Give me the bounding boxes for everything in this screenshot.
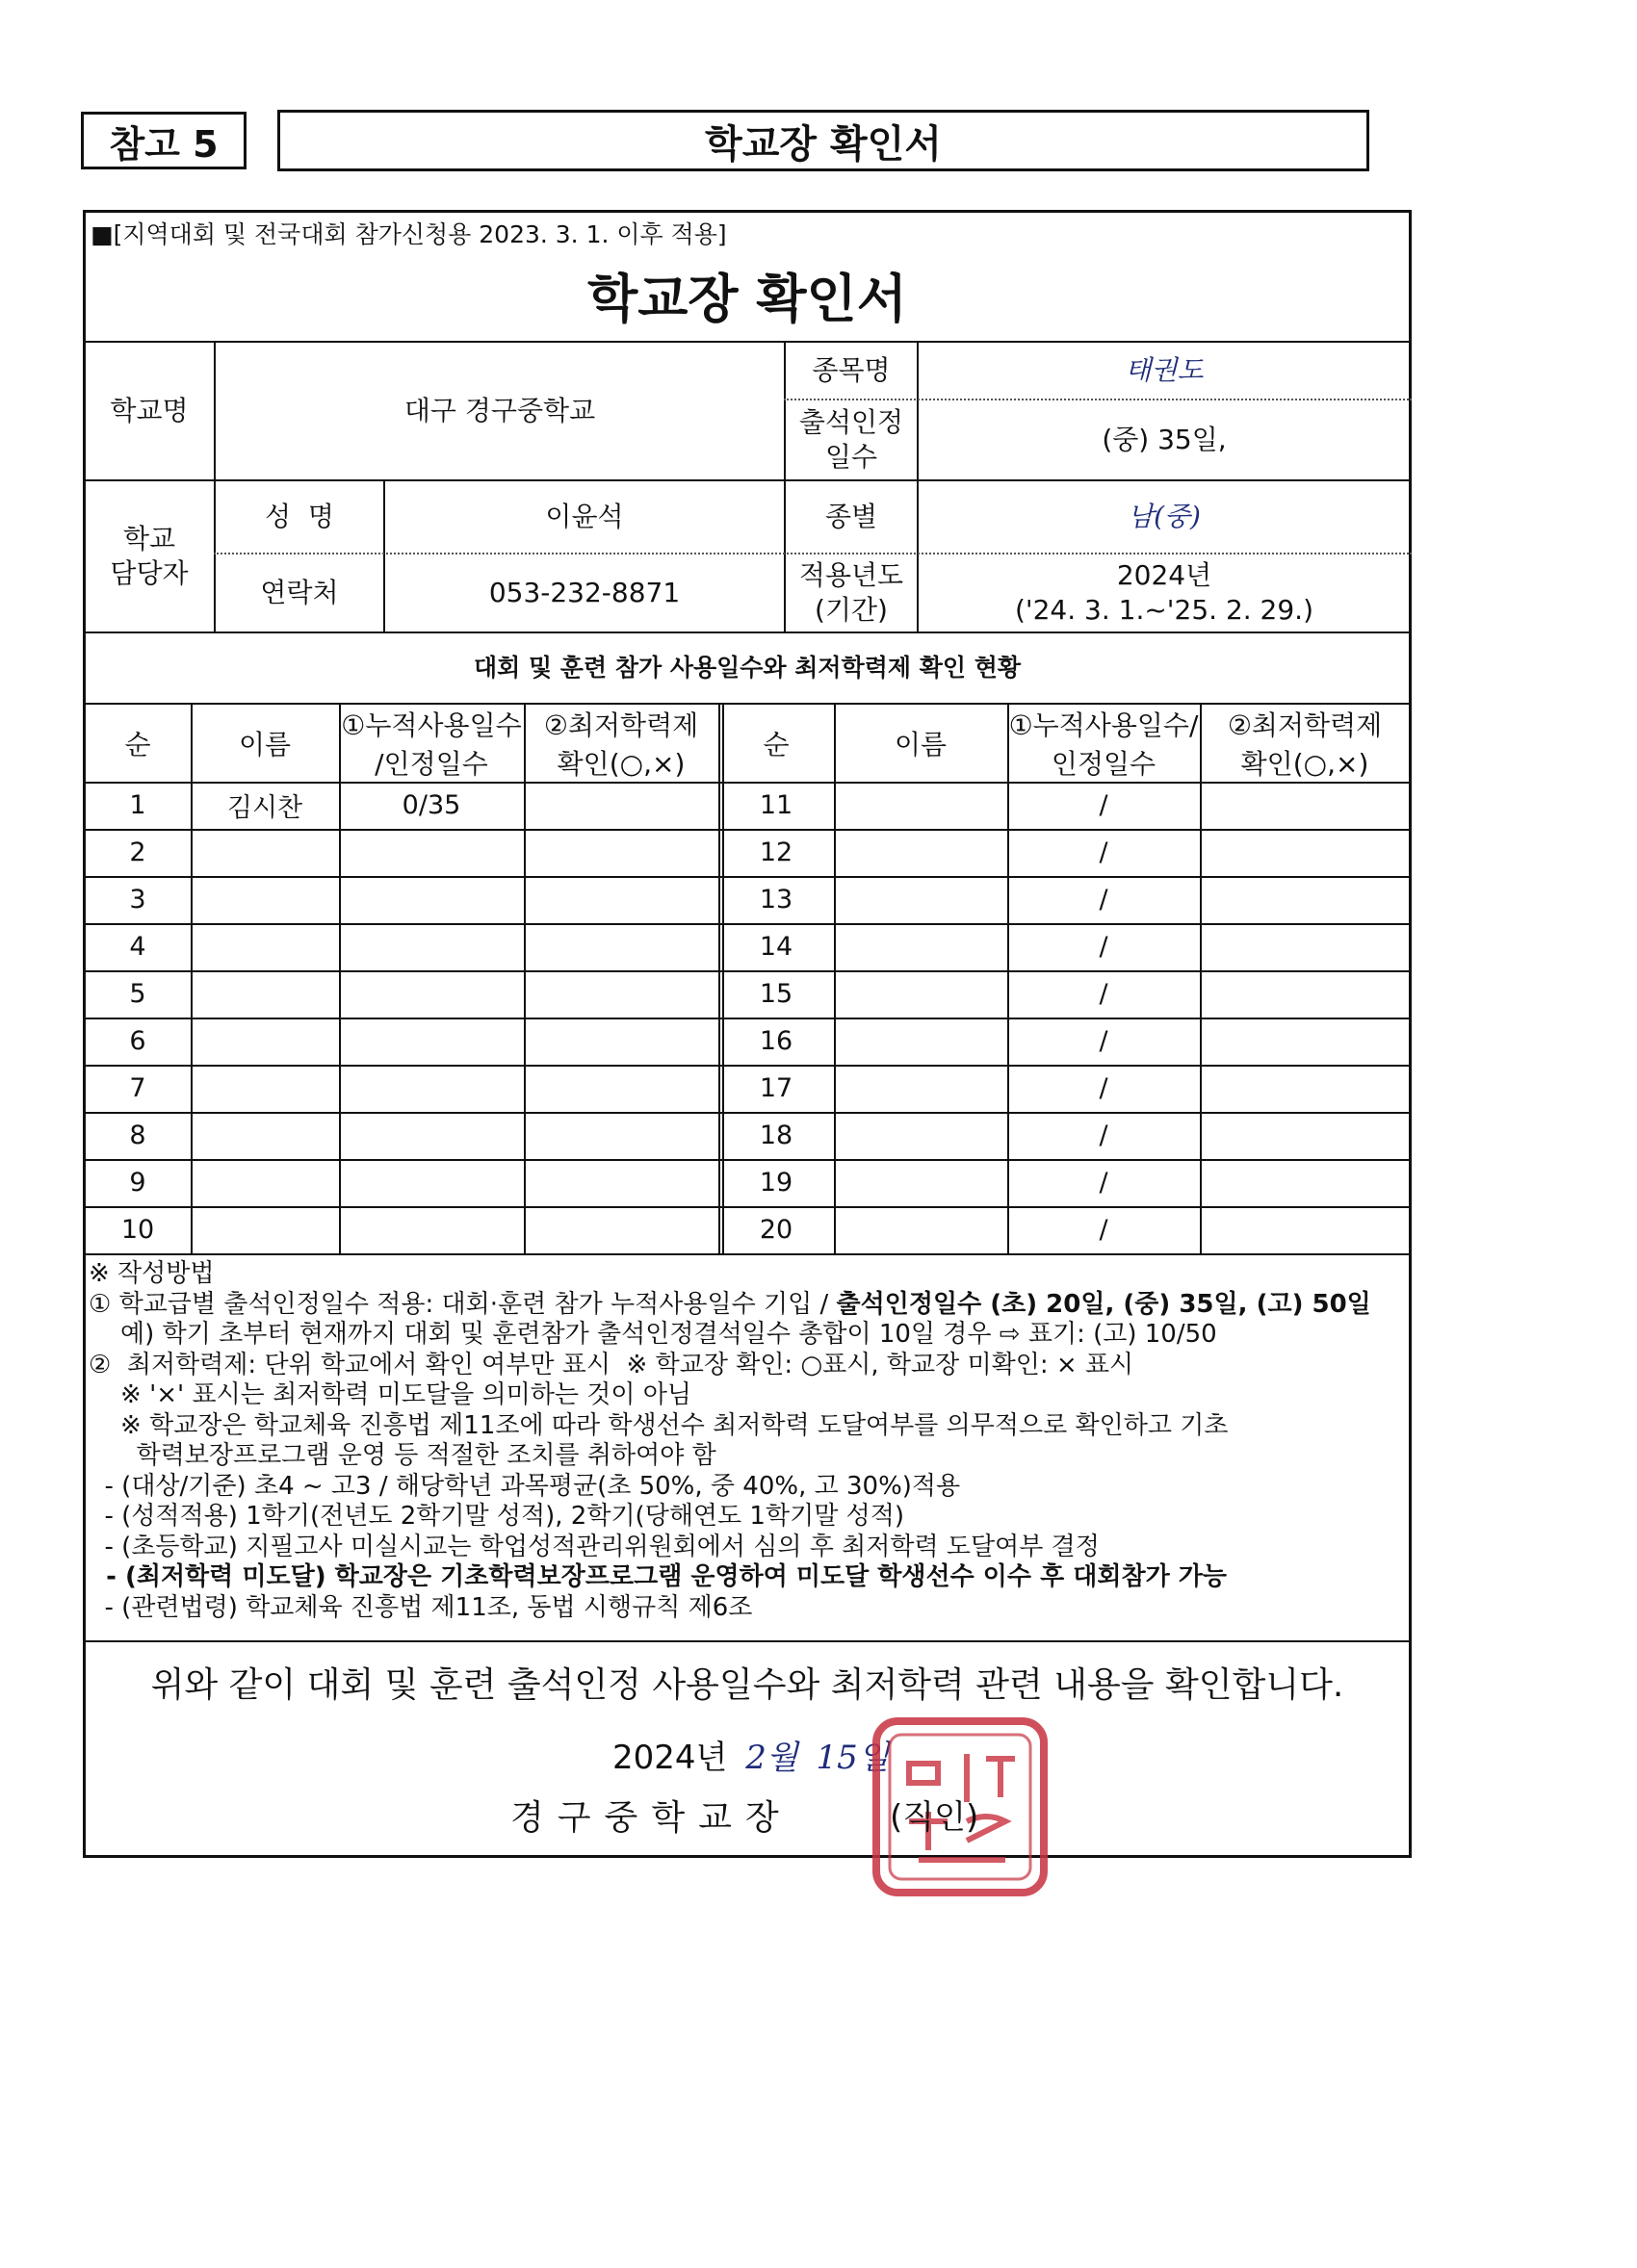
status-heading: 대회 및 훈련 참가 사용일수와 최저학력제 확인 현황 bbox=[473, 653, 1022, 682]
row-number: 8 bbox=[129, 1121, 146, 1150]
row-days bbox=[339, 1065, 524, 1112]
row-days: / bbox=[1099, 838, 1108, 867]
instruction-line: - (대상/기준) 초4 ~ 고3 / 해당학년 과목평균(초 50%, 중 40%, 고 30%)적용 bbox=[89, 1471, 961, 1501]
row-name bbox=[191, 923, 339, 970]
row-check bbox=[1200, 1065, 1410, 1112]
row-check bbox=[524, 876, 718, 923]
row-number: 1 bbox=[129, 790, 146, 820]
row-name bbox=[191, 876, 339, 923]
row-days: 0/35 bbox=[402, 790, 461, 820]
row-name bbox=[834, 829, 1007, 876]
principal-name: 경구중학교장 bbox=[510, 1798, 793, 1838]
header-days-line: /인정일수 bbox=[375, 748, 488, 780]
instruction-line: ※ 학교장은 학교체육 진흥법 제11조에 따라 학생선수 최저학력 도달여부를 의무적으로 확인하고 기초 bbox=[89, 1410, 1229, 1440]
row-number: 13 bbox=[759, 885, 793, 915]
school-name-label: 학교명 bbox=[110, 394, 189, 426]
header-check-line: 확인(○,×) bbox=[1240, 748, 1369, 780]
row-name bbox=[191, 1112, 339, 1159]
instruction-line: - (성적적용) 1학기(전년도 2학기말 성적), 2학기(당해연도 1학기말 성적) bbox=[89, 1502, 904, 1531]
row-number: 2 bbox=[129, 838, 146, 867]
row-number: 15 bbox=[759, 979, 793, 1009]
header-no: 순 bbox=[763, 729, 790, 760]
row-name bbox=[191, 1159, 339, 1206]
row-name bbox=[834, 1159, 1007, 1206]
year-value: 2024년 ('24. 3. 1.~'25. 2. 29.) bbox=[1014, 558, 1314, 626]
row-days: / bbox=[1099, 1215, 1108, 1245]
row-days bbox=[339, 1206, 524, 1253]
instruction-line: 예) 학기 초부터 현재까지 대회 및 훈련참가 출석인정결석일수 총합이 10일 경우 ⇨ 표기: (고) 10/50 bbox=[89, 1320, 1217, 1349]
row-days bbox=[339, 970, 524, 1018]
row-name bbox=[191, 1206, 339, 1253]
instructions-heading: ※ 작성방법 bbox=[89, 1259, 215, 1288]
row-name bbox=[191, 1018, 339, 1065]
instruction-line: - (초등학교) 지필고사 미실시교는 학업성적관리위원회에서 심의 후 최저학력 도달여부 결정 bbox=[89, 1532, 1100, 1561]
row-check bbox=[524, 970, 718, 1018]
row-days bbox=[339, 876, 524, 923]
instruction-line: ② 최저학력제: 단위 학교에서 확인 여부만 표시 ※ 학교장 확인: ○표시, 학교장 미확인: × 표시 bbox=[89, 1350, 1134, 1379]
row-name: 김시찬 bbox=[226, 793, 303, 823]
row-check bbox=[524, 923, 718, 970]
row-days bbox=[339, 1159, 524, 1206]
row-number: 6 bbox=[129, 1026, 146, 1056]
name-value: 이윤석 bbox=[545, 500, 624, 532]
row-number: 9 bbox=[129, 1168, 146, 1198]
row-days: / bbox=[1099, 1121, 1108, 1150]
row-check bbox=[1200, 1018, 1410, 1065]
category-value: 남(중) bbox=[1128, 500, 1201, 532]
header-days-line: 인정일수 bbox=[1051, 748, 1156, 780]
row-check bbox=[1200, 1159, 1410, 1206]
row-days: / bbox=[1099, 1026, 1108, 1056]
row-check bbox=[524, 1018, 718, 1065]
attendance-value: (중) 35일, bbox=[1102, 423, 1227, 455]
row-number: 3 bbox=[129, 885, 146, 915]
row-days: / bbox=[1099, 979, 1108, 1009]
header-days bbox=[339, 705, 524, 782]
row-name bbox=[191, 829, 339, 876]
row-days: / bbox=[1099, 932, 1108, 962]
row-name bbox=[834, 876, 1007, 923]
header-check-line: ②최저학력제 bbox=[543, 709, 699, 741]
header-check-line: ②최저학력제 bbox=[1227, 709, 1383, 741]
form-title: 학교장 확인서 bbox=[587, 269, 907, 329]
contact-label: 연락처 bbox=[260, 576, 339, 608]
instruction-line: ① 학교급별 출석인정일수 적용: 대회·훈련 참가 누적사용일수 기입 / 출석인정일수 (초) 20일, (중) 35일, (고) 50일 bbox=[89, 1289, 1371, 1319]
row-name bbox=[834, 1112, 1007, 1159]
row-number: 17 bbox=[759, 1073, 793, 1103]
row-name bbox=[834, 923, 1007, 970]
row-check bbox=[524, 1112, 718, 1159]
row-days: / bbox=[1099, 1168, 1108, 1198]
row-check bbox=[1200, 923, 1410, 970]
row-number: 11 bbox=[759, 790, 793, 820]
row-check bbox=[1200, 782, 1410, 829]
row-check bbox=[1200, 829, 1410, 876]
header-check-line: 확인(○,×) bbox=[557, 748, 686, 780]
instruction-line: - (최저학력 미도달) 학교장은 기초학력보장프로그램 운영하여 미도달 학생선수 이수 후 대회참가 가능 bbox=[89, 1562, 1227, 1591]
instruction-line: ※ '×' 표시는 최저학력 미도달을 의미하는 것이 아님 bbox=[89, 1380, 691, 1409]
row-number: 12 bbox=[759, 838, 793, 867]
header-days bbox=[1007, 705, 1200, 782]
header-days-line: ①누적사용일수 bbox=[341, 709, 522, 741]
row-check bbox=[524, 1206, 718, 1253]
row-name bbox=[834, 1206, 1007, 1253]
header-check bbox=[1200, 705, 1410, 782]
row-check bbox=[1200, 876, 1410, 923]
applicable-note: ■[지역대회 및 전국대회 참가신청용 2023. 3. 1. 이후 적용] bbox=[91, 220, 727, 248]
row-check bbox=[524, 782, 718, 829]
header-no: 순 bbox=[124, 729, 151, 760]
header-name: 이름 bbox=[238, 729, 292, 760]
row-number: 10 bbox=[120, 1215, 155, 1245]
row-number: 4 bbox=[129, 932, 146, 962]
school-name-value: 대구 경구중학교 bbox=[403, 394, 596, 426]
row-number: 5 bbox=[129, 979, 146, 1009]
manager-label: 학교 담당자 bbox=[110, 522, 189, 589]
row-name bbox=[834, 1018, 1007, 1065]
row-days: / bbox=[1099, 885, 1108, 915]
confirmation-statement: 위와 같이 대회 및 훈련 출석인정 사용일수와 최저학력 관련 내용을 확인합니다. bbox=[150, 1665, 1344, 1705]
row-name bbox=[191, 970, 339, 1018]
signature-date: 2024년 2월 15일 bbox=[612, 1739, 890, 1777]
row-number: 19 bbox=[759, 1168, 793, 1198]
row-days: / bbox=[1099, 790, 1108, 820]
row-days bbox=[339, 1018, 524, 1065]
row-number: 16 bbox=[759, 1026, 793, 1056]
row-number: 14 bbox=[759, 932, 793, 962]
reference-label: 참고 5 bbox=[81, 112, 247, 169]
header-days-line: ①누적사용일수/ bbox=[1008, 709, 1199, 741]
row-number: 18 bbox=[759, 1121, 793, 1150]
instructions bbox=[89, 1259, 1408, 1623]
category-label: 종별 bbox=[824, 500, 878, 532]
instruction-line: - (관련법령) 학교체육 진흥법 제11조, 동법 시행규칙 제6조 bbox=[89, 1592, 753, 1622]
row-name bbox=[834, 1065, 1007, 1112]
row-check bbox=[1200, 970, 1410, 1018]
row-check bbox=[524, 829, 718, 876]
row-check bbox=[1200, 1206, 1410, 1253]
name-label: 성 명 bbox=[265, 500, 334, 532]
seal-label: (직인) bbox=[890, 1798, 979, 1837]
row-number: 20 bbox=[759, 1215, 793, 1245]
row-days bbox=[339, 829, 524, 876]
header-name: 이름 bbox=[894, 729, 948, 760]
row-check bbox=[524, 1159, 718, 1206]
row-days bbox=[339, 1112, 524, 1159]
contact-value: 053-232-8871 bbox=[488, 576, 681, 608]
row-name bbox=[834, 970, 1007, 1018]
row-check bbox=[1200, 1112, 1410, 1159]
row-check bbox=[524, 1065, 718, 1112]
header-check bbox=[524, 705, 718, 782]
row-days: / bbox=[1099, 1073, 1108, 1103]
instruction-line: 학력보장프로그램 운영 등 적절한 조치를 취하여야 함 bbox=[89, 1441, 716, 1470]
attendance-label: 출석인정 일수 bbox=[798, 405, 904, 473]
row-number: 7 bbox=[129, 1073, 146, 1103]
row-name bbox=[191, 1065, 339, 1112]
year-label: 적용년도 (기간) bbox=[798, 558, 904, 626]
sport-label: 종목명 bbox=[812, 353, 891, 386]
row-days bbox=[339, 923, 524, 970]
page-title: 학교장 확인서 bbox=[277, 110, 1369, 171]
sport-value: 태권도 bbox=[1125, 353, 1204, 386]
row-name bbox=[834, 782, 1007, 829]
